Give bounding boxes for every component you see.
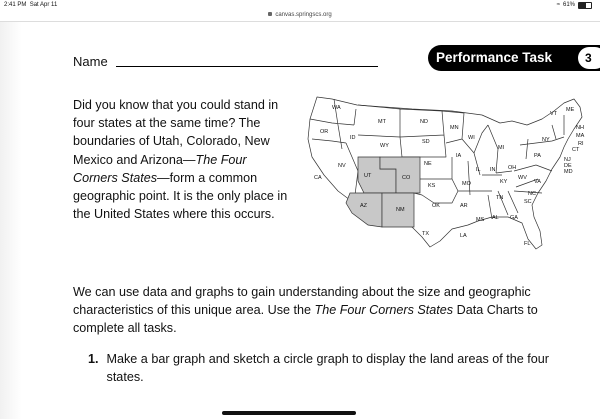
state-label-ks: KS: [428, 183, 436, 189]
state-label-nj: NJ: [564, 157, 571, 163]
state-label-ct: CT: [572, 147, 580, 153]
state-label-wy: WY: [380, 143, 389, 149]
state-label-nh: NH: [576, 125, 584, 131]
status-bar: [0, 0, 600, 10]
state-label-nc: NC: [528, 191, 536, 197]
state-label-ma: MA: [576, 133, 585, 139]
intro-paragraph: Did you know that you could stand in four states at the same time? The boundaries of Utah, Colorado, New Mexico and Arizona—The Four Corners States—form a common geographic point. It is the only place in the United States where this occurs.: [73, 98, 288, 222]
state-label-la: LA: [460, 233, 467, 239]
state-label-co: CO: [402, 175, 411, 181]
state-label-tn: TN: [496, 195, 504, 201]
state-label-md: MD: [564, 169, 573, 175]
state-label-or: OR: [320, 129, 329, 135]
state-label-nd: ND: [420, 119, 428, 125]
state-label-pa: PA: [534, 153, 541, 159]
task-number-badge: 3: [578, 47, 600, 69]
state-label-mi: MI: [498, 145, 505, 151]
state-label-ar: AR: [460, 203, 468, 209]
state-label-id: ID: [350, 135, 356, 141]
status-right: [557, 0, 592, 10]
state-label-ok: OK: [432, 203, 440, 209]
task-item-text: Make a bar graph and sketch a circle graph to display the land areas of the four states.: [106, 352, 549, 385]
state-label-de: DE: [564, 163, 572, 169]
body-paragraph: We can use data and graphs to gain understanding about the size and geographic characteristics of this unique area. Use the The Four Corners States Data Charts to complete all tasks.: [73, 285, 538, 336]
state-label-nv: NV: [338, 163, 346, 169]
task-item-number: 1.: [88, 352, 99, 366]
state-label-ia: IA: [456, 153, 462, 159]
state-label-va: VA: [534, 179, 541, 185]
performance-task-title: Performance Task: [436, 50, 553, 65]
state-label-sd: SD: [422, 139, 430, 145]
us-map: [302, 95, 592, 255]
state-label-tx: TX: [422, 231, 430, 237]
state-label-ky: KY: [500, 179, 508, 185]
state-label-oh: OH: [508, 165, 517, 171]
home-indicator[interactable]: [222, 411, 356, 415]
toolbar-divider: [0, 21, 600, 22]
state-label-sc: SC: [524, 199, 532, 205]
url-text: canvas.springscs.org: [275, 12, 332, 18]
state-label-wi: WI: [468, 135, 475, 141]
battery-percent: 61%: [562, 2, 575, 8]
page-edge: [0, 22, 22, 419]
state-label-ne: NE: [424, 161, 432, 167]
name-line: [116, 66, 378, 67]
state-label-wa: WA: [332, 105, 341, 111]
performance-task-banner: [428, 45, 600, 71]
state-label-mn: MN: [450, 125, 459, 131]
battery-icon: [578, 2, 592, 9]
body-italic: The Four Corners States: [314, 303, 454, 318]
address-bar[interactable]: [0, 10, 600, 20]
state-label-ny: NY: [542, 137, 550, 143]
us-outline: [308, 97, 582, 249]
state-label-ri: RI: [578, 141, 584, 147]
task-item-1: [88, 350, 588, 386]
state-label-ut: UT: [364, 173, 372, 179]
state-label-ca: CA: [314, 175, 322, 181]
state-label-me: ME: [566, 107, 575, 113]
state-label-nm: NM: [396, 207, 405, 213]
state-label-wv: WV: [518, 175, 527, 181]
status-time: 2:41 PM Sat Apr 11: [4, 2, 58, 8]
state-label-vt: VT: [550, 111, 558, 117]
intro-italic: The Four Corners States: [73, 152, 247, 185]
state-label-mt: MT: [378, 119, 386, 125]
name-label: Name: [73, 54, 108, 69]
lock-icon: [268, 12, 272, 16]
state-label-mo: MO: [462, 181, 471, 187]
state-label-ga: GA: [510, 215, 518, 221]
state-label-az: AZ: [360, 203, 368, 209]
wifi-icon: ≈: [556, 2, 560, 8]
state-label-in: IN: [490, 167, 496, 173]
state-label-ms: MS: [476, 217, 485, 223]
state-label-fl: FL: [524, 241, 531, 247]
state-label-il: IL: [476, 167, 481, 173]
state-az: [346, 193, 382, 227]
state-label-al: AL: [492, 215, 499, 221]
